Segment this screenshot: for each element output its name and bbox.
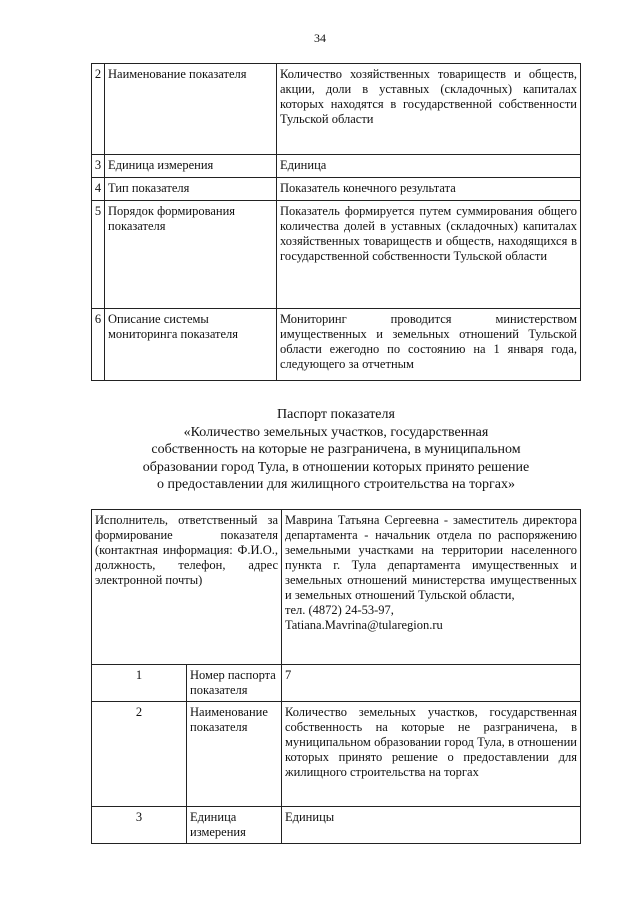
- executor-phone: тел. (4872) 24-53-97,: [285, 603, 394, 617]
- row-value: Количество земельных участков, государственная собственность на которые не разграничена, в муниципальном образовании город Тула, в отношении которых принято решение о предоставлении для жилищного строительства на торгах: [282, 702, 581, 807]
- executor-details: Маврина Татьяна Сергеевна - заместитель директора департамента - начальник отдела по распоряжению земельными участками на территории населенного пункта г. Тула департамента имущественных и земельных отношений министерства имущественных и земельных отношений Тульской области,: [285, 513, 577, 602]
- row-value: Мониторинг проводится министерством имущественных и земельных отношений Тульской области ежегодно по состоянию на 1 января года, следующего за отчетным: [277, 309, 581, 381]
- row-label: Тип показателя: [105, 178, 277, 201]
- executor-row: [92, 510, 581, 665]
- passport-subtitle-line: о предоставлении для жилищного строительства на торгах»: [157, 477, 515, 492]
- passport-subtitle-line: образовании город Тула, в отношении которых принято решение: [142, 459, 530, 475]
- executor-email: Tatiana.Mavrina@tularegion.ru: [285, 618, 443, 632]
- row-number: 3: [92, 155, 105, 178]
- table-row: [92, 64, 581, 155]
- table-row: [92, 201, 581, 309]
- row-number: 2: [92, 702, 187, 807]
- table-row: [92, 702, 581, 807]
- table-row: [92, 155, 581, 178]
- page-number: 34: [314, 31, 326, 45]
- row-label: Наименование показателя: [105, 64, 277, 155]
- passport-title: Паспорт показателя: [277, 407, 395, 422]
- table-row: [92, 807, 581, 844]
- row-number: 1: [92, 665, 187, 702]
- row-number: 5: [92, 201, 105, 309]
- row-number: 3: [92, 807, 187, 844]
- row-label: Описание системы мониторинга показателя: [105, 309, 277, 381]
- indicator-table-continued: [91, 63, 581, 381]
- passport-subtitle-line: собственность на которые не разграничена, в муниципальном: [151, 442, 521, 457]
- row-value: 7: [282, 665, 581, 702]
- row-value: Единицы: [282, 807, 581, 844]
- row-value: Показатель конечного результата: [277, 178, 581, 201]
- table-row: [92, 178, 581, 201]
- passport-subtitle-line: «Количество земельных участков, государственная: [183, 424, 489, 440]
- passport-heading: [91, 406, 581, 494]
- row-label: Наименование показателя: [187, 702, 282, 807]
- passport-table: [91, 509, 581, 844]
- row-value: Показатель формируется путем суммирования общего количества долей в уставных (складочных) капиталах хозяйственных товариществ и обществ, находящихся в государственной собственности Тульской области: [277, 201, 581, 309]
- row-label: Единица измерения: [187, 807, 282, 844]
- executor-label: Исполнитель, ответственный за формирование показателя (контактная информация: Ф.И.О., должность, телефон, адрес электронной почты): [92, 510, 282, 665]
- row-number: 4: [92, 178, 105, 201]
- row-label: Порядок формирования показателя: [105, 201, 277, 309]
- row-number: 2: [92, 64, 105, 155]
- row-number: 6: [92, 309, 105, 381]
- row-value: Количество хозяйственных товариществ и обществ, акции, доли в уставных (складочных) капиталах которых находятся в государственной собственности Тульской области: [277, 64, 581, 155]
- table-row: [92, 665, 581, 702]
- row-label: Номер паспорта показателя: [187, 665, 282, 702]
- row-value: Единица: [277, 155, 581, 178]
- row-label: Единица измерения: [105, 155, 277, 178]
- table-row: [92, 309, 581, 381]
- executor-value: [282, 510, 581, 665]
